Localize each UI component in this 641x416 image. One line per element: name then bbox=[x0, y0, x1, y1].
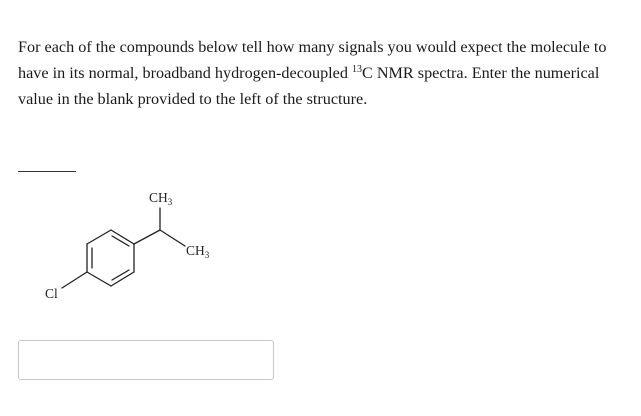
question-text bbox=[18, 34, 630, 112]
ring-double-bond bbox=[112, 236, 129, 246]
ring-to-cl-bond bbox=[62, 272, 87, 288]
ring-bond bbox=[87, 230, 111, 244]
ring-double-bond bbox=[112, 270, 129, 280]
ch3-right-label: $CH_3$ bbox=[186, 243, 210, 260]
question-text-part-1: For each of the compounds below tell how many signals you would expect the molecule to have in its normal, broadband hydrogen-decoupled bbox=[18, 38, 607, 82]
answer-blank-line bbox=[18, 171, 76, 172]
ch3-top-label: $CH_3$ bbox=[149, 190, 173, 207]
question-text-part-2: C NMR spectra. Enter the numerical value in the blank provided to the left of the structure. bbox=[18, 64, 600, 108]
chemical-structure bbox=[30, 180, 270, 310]
ch-to-ch3-right-bond bbox=[160, 230, 185, 246]
cl-label: Cl bbox=[45, 286, 58, 301]
ring-bond bbox=[87, 272, 111, 286]
isotope-superscript: 13 bbox=[352, 64, 362, 75]
ring-to-ch-bond bbox=[134, 230, 160, 244]
answer-input[interactable] bbox=[18, 340, 274, 380]
